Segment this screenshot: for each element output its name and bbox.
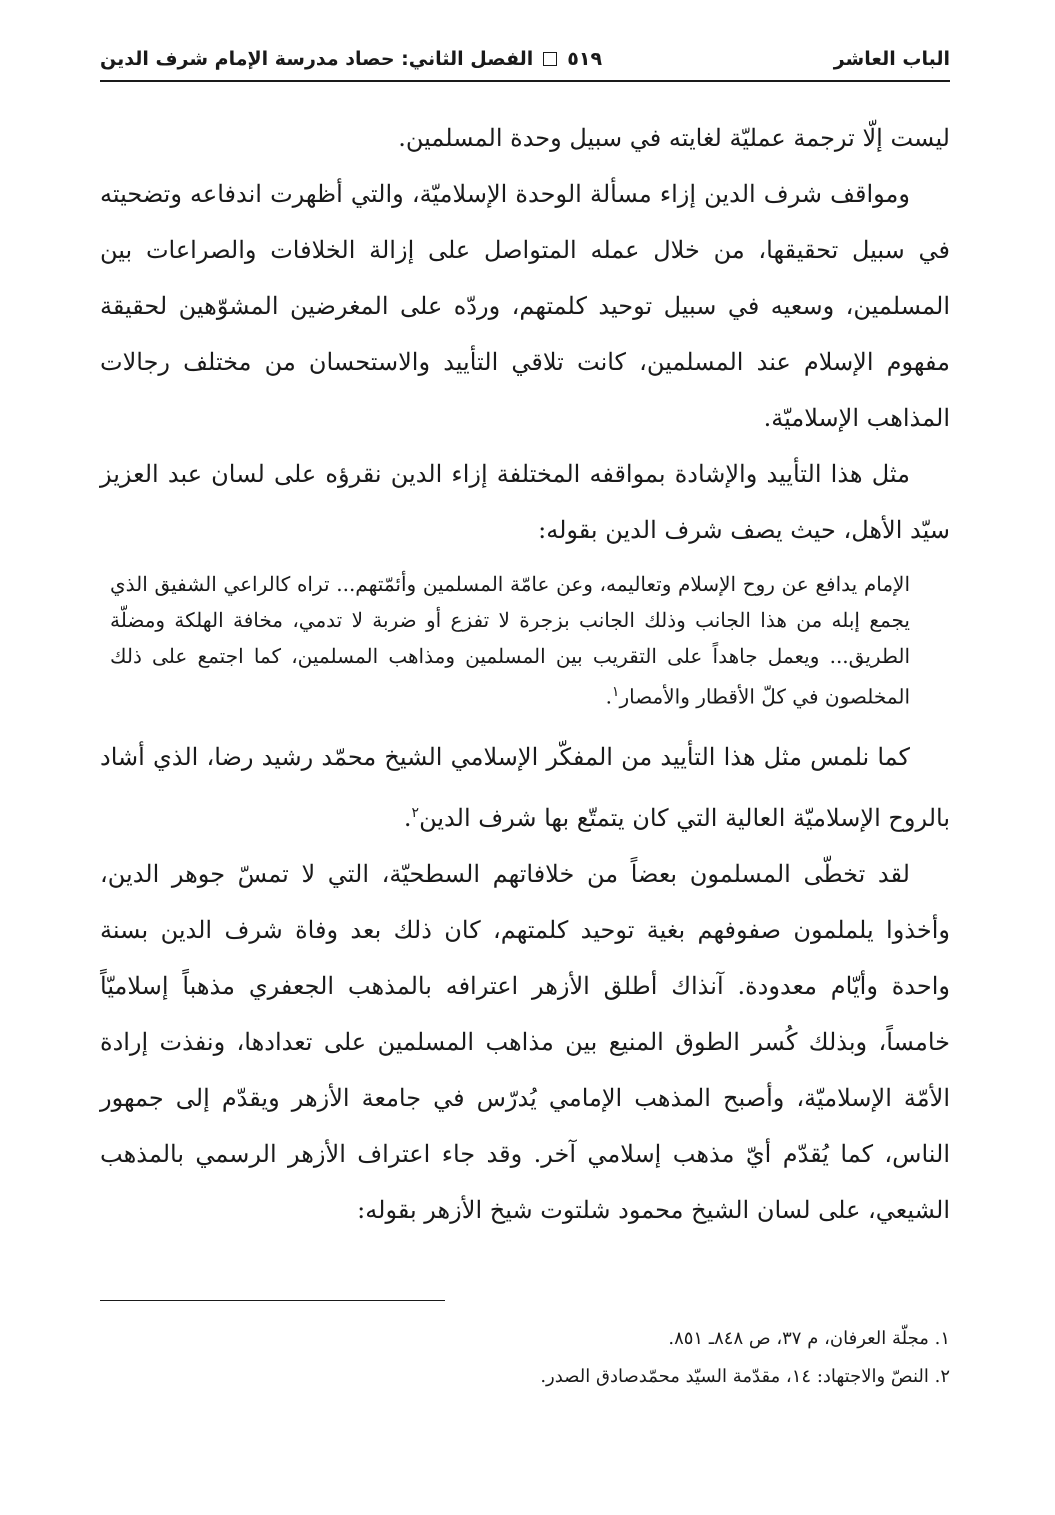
- main-text: [100, 110, 950, 1238]
- section-title: الفصل الثاني: حصاد مدرسة الإمام شرف الدين: [100, 48, 534, 70]
- footnotes: [100, 1320, 950, 1396]
- footnote-ref-1: ١: [611, 684, 620, 700]
- page-number: ٥١٩: [567, 48, 603, 70]
- chapter-title: الباب العاشر: [833, 48, 950, 70]
- quote-text: الإمام يدافع عن روح الإسلام وتعاليمه، وعن عامّة المسلمين وأئمّتهم... تراه كالراعي الشفيق الذي يجمع إبله من هذا الجانب وذلك الجانب بزجرة لا تفزع أو ضربة لا تدمي، مخافة الهلكة ومضلّة الطريق... ويعمل جاهداً على التقريب بين المسلمين ومذاهب المسلمين، كما اجتمع على ذلك المخلصون في كلّ الأقطار والأمصار: [110, 572, 910, 709]
- paragraph-5: لقد تخطّى المسلمون بعضاً من خلافاتهم السطحيّة، التي لا تمسّ جوهر الدين، وأخذوا يلملمون صفوفهم بغية توحيد كلمتهم، كان ذلك بعد وفاة شرف الدين بسنة واحدة وأيّام معدودة. آنذاك أطلق الأزهر اعترافه بالمذهب الجعفري مذهباً إسلاميّاً خامساً، وبذلك كُسر الطوق المنيع بين مذاهب المسلمين على تعدادها، ونفذت إرادة الأمّة الإسلاميّة، وأصبح المذهب الإمامي يُدرّس في جامعة الأزهر ويقدّم إلى جمهور الناس، كما يُقدّم أيّ مذهب إسلامي آخر. وقد جاء اعتراف الأزهر الرسمي بالمذهب الشيعي، على لسان الشيخ محمود شلتوت شيخ الأزهر بقوله:: [100, 859, 950, 1224]
- footnote-divider: [100, 1300, 445, 1301]
- running-header: [100, 38, 950, 82]
- book-page: [100, 38, 950, 1478]
- header-left-group: [100, 48, 602, 70]
- paragraph-2: ومواقف شرف الدين إزاء مسألة الوحدة الإسلاميّة، والتي أظهرت اندفاعه وتضحيته في سبيل تحقيقها، من خلال عمله المتواصل على إزالة الخلافات والصراعات بين المسلمين، وسعيه في سبيل توحيد كلمتهم، وردّه على المغرضين المشوّهين لحقيقة مفهوم الإسلام عند المسلمين، كانت تلاقي التأييد والاستحسان من مختلف رجالات المذاهب الإسلاميّة.: [100, 180, 951, 432]
- footnote-1: ١. مجلّة العرفان، م ٣٧، ص ٨٤٨ـ ٨٥١.: [668, 1328, 950, 1349]
- footnote-ref-2: ٢: [411, 804, 420, 821]
- square-separator-icon: [543, 52, 557, 66]
- block-quote: الإمام يدافع عن روح الإسلام وتعاليمه، وعن عامّة المسلمين وأئمّتهم... تراه كالراعي الشفيق الذي يجمع إبله من هذا الجانب وذلك الجانب بزجرة لا تفزع أو ضربة لا تدمي، مخافة الهلكة ومضلّة الطريق... ويعمل جاهداً على التقريب بين المسلمين ومذاهب المسلمين، كما اجتمع على ذلك المخلصون في كلّ الأقطار والأمصار$^١$.: [110, 572, 910, 709]
- paragraph-1: ليست إلّا ترجمة عمليّة لغايته في سبيل وحدة المسلمين.: [398, 124, 950, 152]
- footnote-2: ٢. النصّ والاجتهاد: ١٤، مقدّمة السيّد محمّدصادق الصدر.: [540, 1366, 950, 1387]
- paragraph-4-text: كما نلمس مثل هذا التأييد من المفكّر الإسلامي الشيخ محمّد رشيد رضا، الذي أشاد بالروح الإسلاميّة العالية التي كان يتمتّع بها شرف الدين: [100, 742, 950, 832]
- paragraph-4: كما نلمس مثل هذا التأييد من المفكّر الإسلامي الشيخ محمّد رشيد رضا، الذي أشاد بالروح الإسلاميّة العالية التي كان يتمتّع بها شرف الدين$^٢$.: [100, 742, 950, 832]
- paragraph-3: مثل هذا التأييد والإشادة بمواقفه المختلفة إزاء الدين نقرؤه على لسان عبد العزيز سيّد الأهل، حيث يصف شرف الدين بقوله:: [100, 460, 950, 544]
